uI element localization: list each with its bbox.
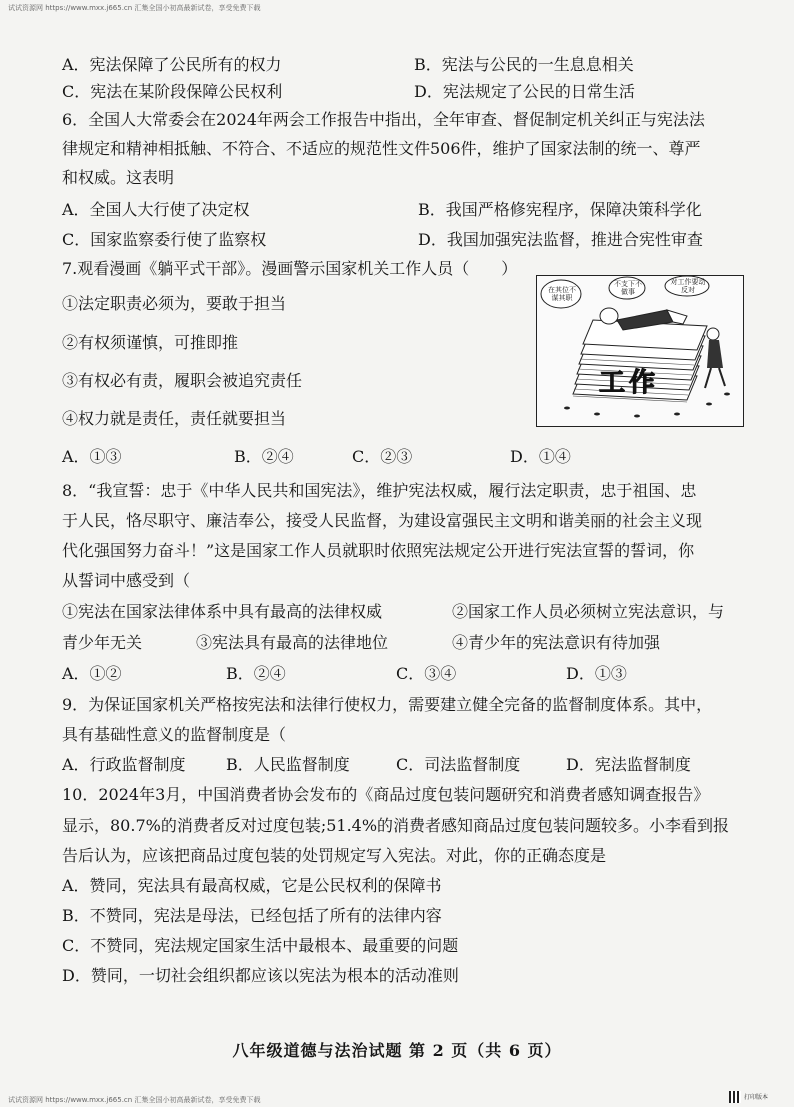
q8-option-c: C．③④ bbox=[396, 664, 457, 683]
q9-stem-line2: 具有基础性意义的监督制度是（ bbox=[62, 725, 287, 744]
cartoon-stack-label: 工作 bbox=[599, 368, 660, 398]
q9-option-a: A．行政监督制度 bbox=[62, 755, 186, 774]
q8-stem-line4: 从誓词中感受到（ bbox=[62, 571, 191, 590]
cartoon-bubble-1: 在其位不谋其职 bbox=[548, 286, 576, 302]
q5-option-d: D．宪法规定了公民的日常生活 bbox=[414, 82, 635, 101]
q8-option-b: B．②④ bbox=[226, 664, 286, 683]
q6-option-c: C．国家监察委行使了监察权 bbox=[62, 230, 267, 249]
q10-stem-line1: 10．2024年3月，中国消费者协会发布的《商品过度包装问题研究和消费者感知调查报告》 bbox=[62, 785, 710, 804]
print-logo: 打印版本 bbox=[744, 1094, 769, 1101]
q8-statement-4: ④青少年的宪法意识有待加强 bbox=[452, 633, 661, 652]
lying-flat-cadre-cartoon bbox=[536, 275, 744, 427]
q8-stem-line2: 于人民，恪尽职守、廉洁奉公，接受人民监督，为建设富强民主文明和谐美丽的社会主义现 bbox=[62, 511, 703, 530]
q7-statement-3: ③有权必有责，履职会被追究责任 bbox=[62, 371, 303, 390]
q7-option-b: B．②④ bbox=[234, 447, 294, 466]
q8-option-d: D．①③ bbox=[566, 664, 627, 683]
q10-option-b: B．不赞同，宪法是母法，已经包括了所有的法律内容 bbox=[62, 906, 442, 925]
q6-stem-line3: 和权威。这表明 bbox=[62, 168, 175, 187]
page-footer: 八年级道德与法治试题 第 2 页（共 6 页） bbox=[232, 1041, 562, 1060]
cartoon-bubble-2: 不支下不做事 bbox=[614, 280, 642, 296]
q8-statement-2: ②国家工作人员必须树立宪法意识，与 bbox=[452, 602, 725, 621]
q7-option-a: A．①③ bbox=[62, 447, 122, 466]
q10-stem-line3: 告后认为，应该把商品过度包装的处罚规定写入宪法。对此，你的正确态度是 bbox=[62, 846, 607, 865]
q6-stem-line2: 律规定和精神相抵触、不符合、不适应的规范性文件506件，维护了国家法制的统一、尊严 bbox=[62, 139, 701, 158]
qr-code-icon bbox=[729, 1091, 741, 1103]
q9-option-c: C．司法监督制度 bbox=[396, 755, 521, 774]
q7-statement-1: ①法定职责必须为，要敢于担当 bbox=[62, 294, 287, 313]
q6-option-d: D．我国加强宪法监督，推进合宪性审查 bbox=[418, 230, 703, 249]
q8-stem-line1: 8．“我宣誓：忠于《中华人民共和国宪法》，维护宪法权威，履行法定职责，忠于祖国、忠 bbox=[62, 481, 697, 500]
q8-statement-1: ①宪法在国家法律体系中具有最高的法律权威 bbox=[62, 602, 383, 621]
q10-option-c: C．不赞同，宪法规定国家生活中最根本、最重要的问题 bbox=[62, 936, 459, 955]
q9-option-d: D．宪法监督制度 bbox=[566, 755, 691, 774]
q7-stem: 7.观看漫画《躺平式干部》。漫画警示国家机关工作人员（ ） bbox=[62, 259, 518, 278]
q5-option-c: C．宪法在某阶段保障公民权利 bbox=[62, 82, 283, 101]
watermark-bottom: 试试资源网 https://www.mxx.j665.cn 汇集全国小初高最新试卷，享受免费下载 bbox=[8, 1096, 261, 1104]
q7-option-d: D．①④ bbox=[510, 447, 571, 466]
q6-option-a: A．全国人大行使了决定权 bbox=[62, 200, 250, 219]
q7-statement-4: ④权力就是责任，责任就要担当 bbox=[62, 409, 287, 428]
q7-statement-2: ②有权须谨慎，可推即推 bbox=[62, 333, 239, 352]
watermark-top: 试试资源网 https://www.mxx.j665.cn 汇集全国小初高最新试卷，享受免费下载 bbox=[8, 4, 261, 12]
q7-option-c: C．②③ bbox=[352, 447, 413, 466]
q5-option-a: A．宪法保障了公民所有的权力 bbox=[62, 55, 282, 74]
q8-option-a: A．①② bbox=[62, 664, 122, 683]
cartoon-bubble-3: 对工作要动反对 bbox=[670, 278, 706, 294]
q8-statement-2-cont: 青少年无关 bbox=[62, 633, 143, 652]
q8-stem-line3: 代化强国努力奋斗！”这是国家工作人员就职时依照宪法规定公开进行宪法宣誓的誓词，你 bbox=[62, 541, 695, 560]
q9-stem-line1: 9．为保证国家机关严格按宪法和法律行使权力，需要建立健全完备的监督制度体系。其中， bbox=[62, 695, 713, 714]
q9-option-b: B．人民监督制度 bbox=[226, 755, 350, 774]
q6-option-b: B．我国严格修宪程序，保障决策科学化 bbox=[418, 200, 702, 219]
q10-option-a: A．赞同，宪法具有最高权威，它是公民权利的保障书 bbox=[62, 876, 442, 895]
q5-option-b: B．宪法与公民的一生息息相关 bbox=[414, 55, 634, 74]
q10-option-d: D．赞同，一切社会组织都应该以宪法为根本的活动准则 bbox=[62, 966, 459, 985]
q8-statement-3: ③宪法具有最高的法律地位 bbox=[196, 633, 389, 652]
q6-stem-line1: 6．全国人大常委会在2024年两会工作报告中指出，全年审查、督促制定机关纠正与宪法法 bbox=[62, 110, 705, 129]
q10-stem-line2: 显示，80.7%的消费者反对过度包装;51.4%的消费者感知商品过度包装问题较多。小李看到报 bbox=[62, 816, 730, 835]
